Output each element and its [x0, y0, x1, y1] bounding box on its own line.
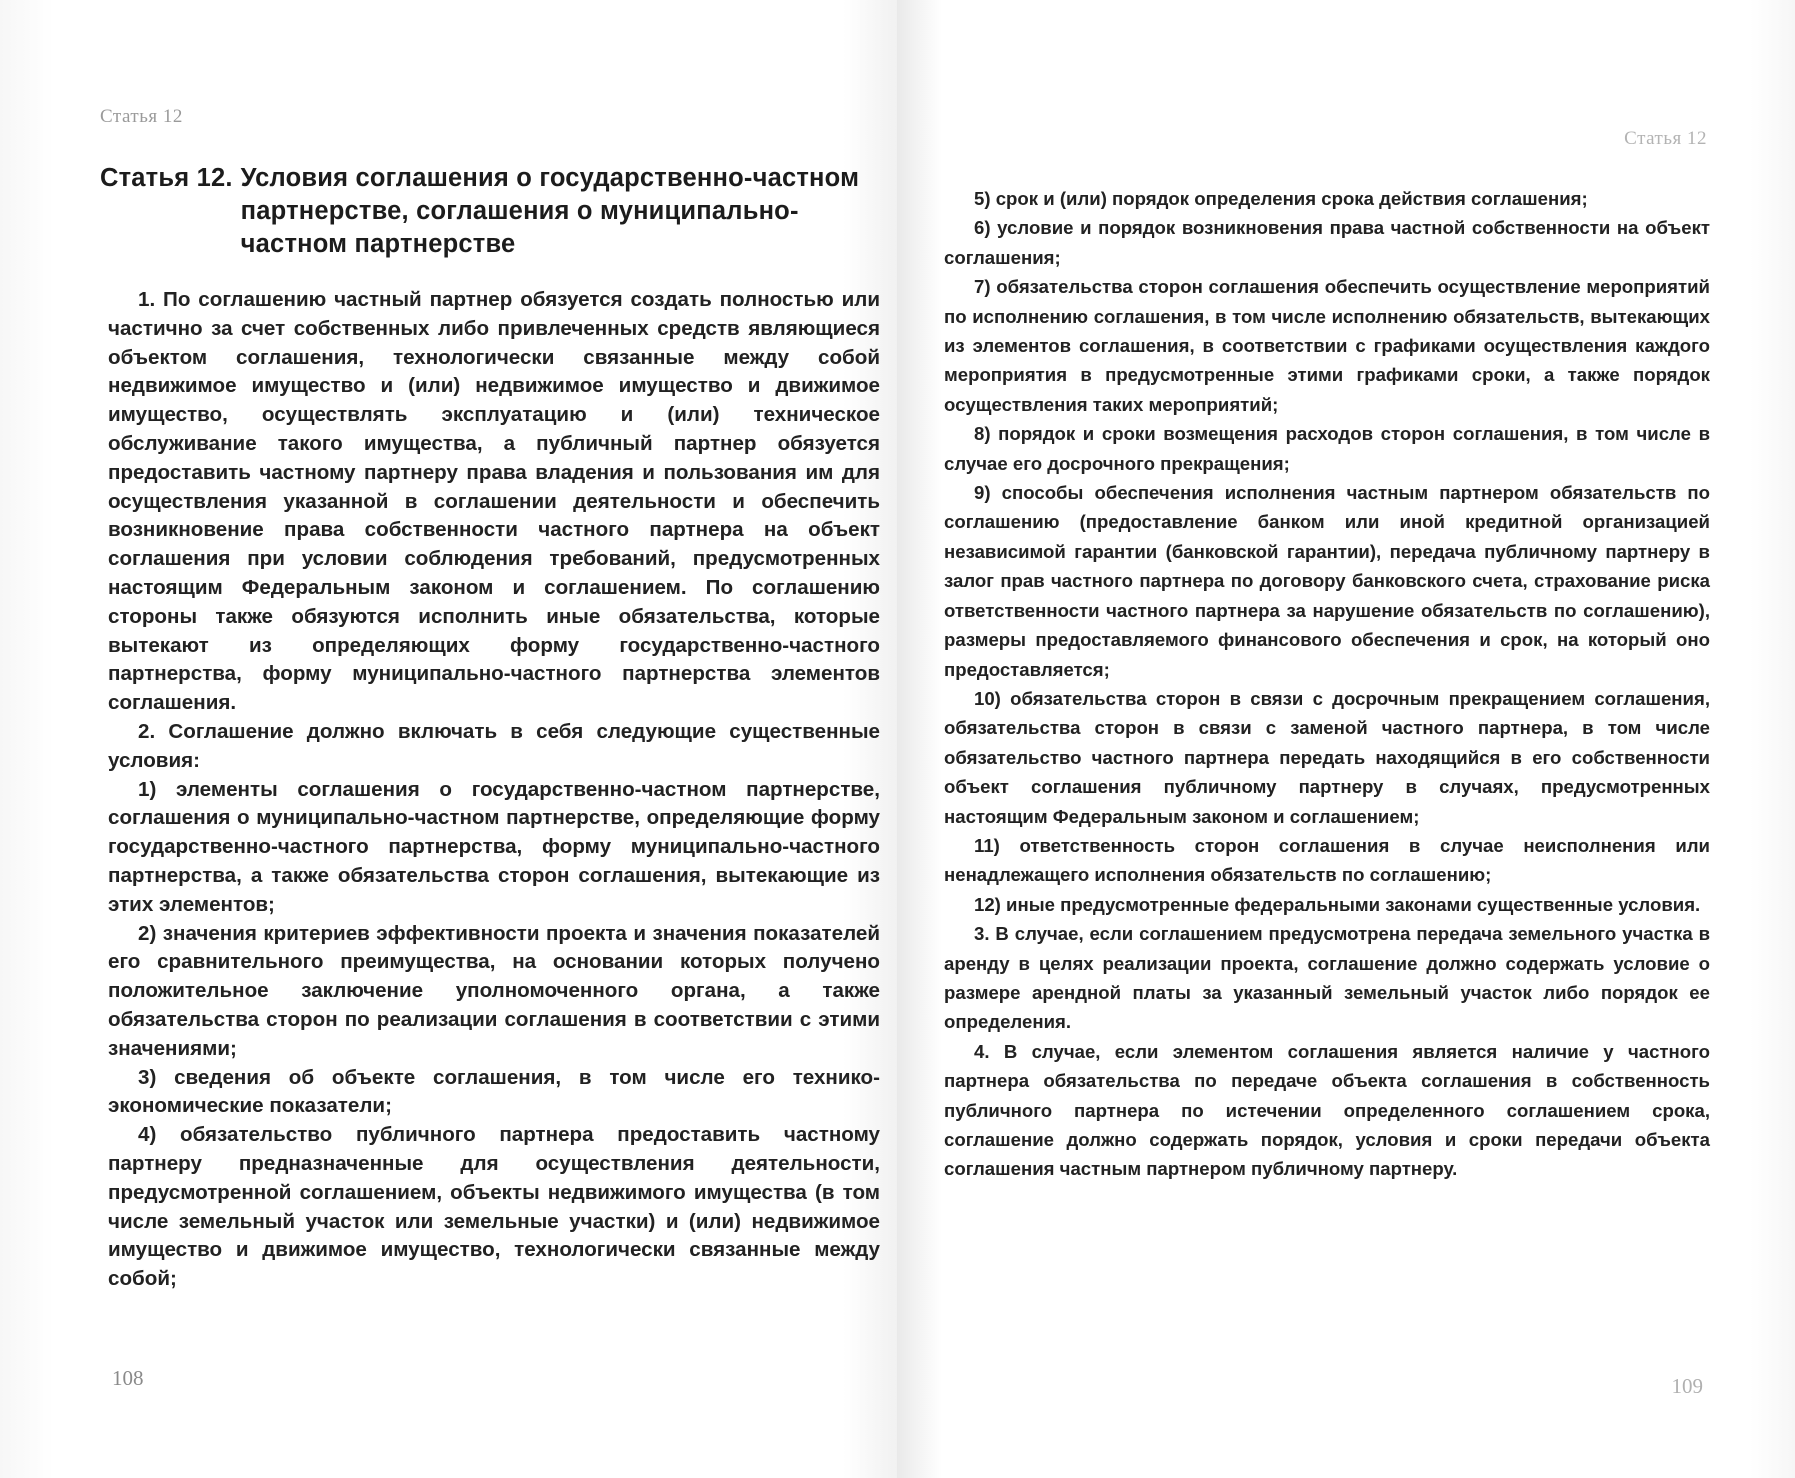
paragraph: 3. В случае, если соглашением предусмотрена передача земельного участка в аренду в целях реализации проекта, соглашение должно содержать условие о размере арендной платы за указанный земельный участок либо порядок ее определения.: [944, 923, 1710, 1033]
paragraph: 2. Соглашение должно включать в себя следующие существенные условия:: [108, 719, 880, 772]
right-text-column: [944, 184, 1710, 1184]
paragraph: 10) обязательства сторон в связи с досрочным прекращением соглашения, обязательства сторон в связи с заменой частного партнера, в том числе обязательство частного партнера передать находящийся в его собственности объект соглашения публичному партнеру в случаях, предусмотренных настоящим Федеральным законом и соглашением;: [944, 687, 1710, 827]
paragraph: 9) способы обеспечения исполнения частным партнером обязательств по соглашению (предоставление банком или иной кредитной организацией независимой гарантии (банковской гарантии), передача публичному партнеру в залог прав частного партнера по договору банковского счета, страхование риска ответственности частного партнера за нарушение обязательств по соглашению), размеры предоставляемого финансового обеспечения и срок, на который оно предоставляется;: [944, 482, 1710, 680]
article-number: Статья 12.: [100, 164, 233, 192]
page-number-right: 109: [1671, 1374, 1703, 1398]
paragraph: 8) порядок и сроки возмещения расходов сторон соглашения, в том числе в случае его досрочного прекращения;: [944, 423, 1710, 474]
page-number-left: 108: [112, 1366, 144, 1390]
article-title: Условия соглашения о государственно-частном партнерстве, соглашения о муниципально-частном партнерстве: [240, 164, 860, 258]
left-text-column: [108, 286, 880, 1294]
running-head-left: Статья 12: [100, 106, 183, 127]
paragraph: 3) сведения об объекте соглашения, в том числе его технико-экономические показатели;: [108, 1065, 880, 1118]
paragraph: 11) ответственность сторон соглашения в случае неисполнения или ненадлежащего исполнения обязательств по соглашению;: [944, 834, 1710, 886]
paragraph: 1. По соглашению частный партнер обязуется создать полностью или частично за счет собственных либо привлеченных средств являющиеся объектом соглашения, технологически связанные между собой недвижимое имущество и (или) недвижимое имущество и движимое имущество, осуществлять эксплуатацию и (или) техническое обслуживание такого имущества, а публичный партнер обязуется предоставить частному партнеру права владения и пользования им для осуществления указанной в соглашении деятельности и обеспечить возникновение права собственности частного партнера на объект соглашения при условии соблюдения требований, предусмотренных настоящим Федеральным законом и соглашением. По соглашению стороны также обязуются исполнить иные обязательства, которые вытекают из определяющих форму государственно-частного партнерства, форму муниципально-частного партнерства элементов соглашения.: [108, 288, 880, 715]
paragraph: 1) элементы соглашения о государственно-частном партнерстве, соглашения о муниципально-частном партнерстве, определяющие форму государственно-частного партнерства, форму муниципально-частного партнерства, а также обязательства сторон соглашения, вытекающие из этих элементов;: [108, 777, 880, 916]
left-page: [0, 0, 897, 1478]
paragraph: 12) иные предусмотренные федеральными законами существенные условия.: [974, 893, 1701, 915]
running-head-right: Статья 12: [1624, 128, 1707, 149]
paragraph: 7) обязательства сторон соглашения обеспечить осуществление мероприятий по исполнению соглашения, в том числе исполнению обязательств, вытекающих из элементов соглашения, в соответствии с графиками осуществления каждого мероприятия в предусмотренные этими графиками сроки, а также порядок осуществления таких мероприятий;: [944, 276, 1710, 415]
paragraph: 5) срок и (или) порядок определения срока действия соглашения;: [974, 188, 1588, 209]
paragraph: 4. В случае, если элементом соглашения является наличие у частного партнера обязательства по передаче объекта соглашения в собственность публичного партнера по истечении определенного соглашением срока, соглашение должно содержать порядок, условия и сроки передачи объекта соглашения частным партнером публичному партнеру.: [944, 1040, 1710, 1180]
paragraph: 4) обязательство публичного партнера предоставить частному партнеру предназначенные для осуществления деятельности, предусмотренной соглашением, объекты недвижимого имущества (в том числе земельный участок или земельные участки) и (или) недвижимое имущество и движимое имущество, технологически связанные между собой;: [108, 1123, 880, 1291]
paragraph: 6) условие и порядок возникновения права частной собственности на объект соглашения;: [944, 217, 1710, 268]
article-heading: [100, 162, 880, 261]
paragraph: 2) значения критериев эффективности проекта и значения показателей его сравнительного преимущества, на основании которых получено положительное заключение уполномоченного органа, а также обязательства сторон по реализации соглашения в соответствии с этими значениями;: [108, 921, 880, 1060]
right-page: [897, 0, 1795, 1478]
